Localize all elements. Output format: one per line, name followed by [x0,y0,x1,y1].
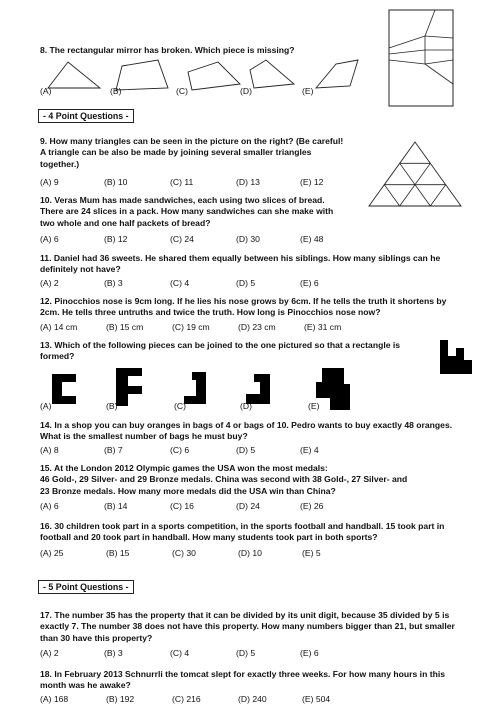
q8-option-b[interactable]: (B) [110,86,122,96]
q13-option-d[interactable]: (D) [240,401,252,411]
q16-text: 16. 30 children took part in a sports competition, in the sports football and handball. 15 took part in football and 20 took part in handball. How many students took part in both sports? [40,521,445,543]
q17-option-a[interactable]: (A) 2 [40,648,59,658]
q10-option-b[interactable]: (B) 12 [104,234,128,244]
q12-option-a[interactable]: (A) 14 cm [40,322,78,332]
q10-options [40,234,323,244]
q12-text: 12. Pinocchios nose is 9cm long. If he lies his nose grows by 6cm. If he tells the truth it shortens by 2cm. He tells three untruths and twice the truth. How long is Pinocchios nose now? [40,296,447,318]
q16-option-e[interactable]: (E) 5 [302,548,321,558]
triangle-figure [365,140,465,210]
q17-option-e[interactable]: (E) 6 [300,648,319,658]
q14-option-c[interactable]: (C) 6 [170,445,190,455]
section-5-heading: - 5 Point Questions - [38,580,134,594]
q18-option-a[interactable]: (A) 168 [40,694,69,704]
q16-option-c[interactable]: (C) 30 [172,548,196,558]
q9-option-d[interactable]: (D) 13 [236,177,260,187]
q9-option-e[interactable]: (E) 12 [300,177,324,187]
q9-text: 9. How many triangles can be seen in the picture on the right? (Be careful! A triangle can be also be made by joining several smaller triangles together.) [40,136,344,169]
q18-text: 18. In February 2013 Schnurrli the tomcat slept for exactly three weeks. For how many hours in this month was he awake? [40,669,445,691]
q13-option-e[interactable]: (E) [308,401,320,411]
q15-option-c[interactable]: (C) 16 [170,501,194,511]
q11-text: 11. Daniel had 36 sweets. He shared them equally between his siblings. How many siblings can he definitely not have? [40,253,441,275]
q12-option-e[interactable]: (E) 31 cm [304,322,342,332]
q13-option-c[interactable]: (C) [174,401,186,411]
q15-option-b[interactable]: (B) 14 [104,501,128,511]
q13-given-piece [440,340,476,376]
q9-option-c[interactable]: (C) 11 [170,177,194,187]
q15-option-d[interactable]: (D) 24 [236,501,260,511]
q12-option-d[interactable]: (D) 23 cm [238,322,276,332]
q17-text: 17. The number 35 has the property that it can be divided by its unit digit, because 35 divided by 5 is exactly 7. The number 38 does not have this property. How many numbers bigger than 21, but smaller than 30 have this property? [40,610,455,643]
q14-option-b[interactable]: (B) 7 [104,445,123,455]
q14-text: 14. In a shop you can buy oranges in bags of 4 or bags of 10. Pedro wants to buy exactly 48 oranges. What is the smallest number of bags he must buy? [40,420,453,442]
q11-option-b[interactable]: (B) 3 [104,278,123,288]
mirror-figure [385,8,455,108]
q8-text: 8. The rectangular mirror has broken. Which piece is missing? [40,45,295,55]
q15-option-a[interactable]: (A) 6 [40,501,59,511]
q16-option-a[interactable]: (A) 25 [40,548,64,558]
q18-option-c[interactable]: (C) 216 [172,694,201,704]
q18-option-e[interactable]: (E) 504 [302,694,331,704]
q8-options [40,86,313,96]
q13-option-b[interactable]: (B) [106,401,118,411]
q10-text: 10. Veras Mum has made sandwiches, each using two slices of bread. There are 24 slices in a pack. How many sandwiches can she make with two whole and one half packets of bread? [40,195,334,228]
q9-options [40,177,323,187]
q17-option-c[interactable]: (C) 4 [170,648,190,658]
q14-option-a[interactable]: (A) 8 [40,445,59,455]
q10-option-c[interactable]: (C) 24 [170,234,194,244]
q12-option-c[interactable]: (C) 19 cm [172,322,210,332]
q11-option-c[interactable]: (C) 4 [170,278,190,288]
q14-option-e[interactable]: (E) 4 [300,445,319,455]
q17-options [40,648,319,658]
q10-option-e[interactable]: (E) 48 [300,234,324,244]
q17-option-b[interactable]: (B) 3 [104,648,123,658]
q10-option-a[interactable]: (A) 6 [40,234,59,244]
q12-options [40,322,341,332]
q9-option-b[interactable]: (B) 10 [104,177,128,187]
q15-options [40,501,323,511]
q8-option-a[interactable]: (A) [40,86,52,96]
q8-option-d[interactable]: (D) [240,86,252,96]
q11-options [40,278,319,288]
q13-text: 13. Which of the following pieces can be joined to the one pictured so that a rectangle is formed? [40,340,401,362]
q13-option-a[interactable]: (A) [40,401,52,411]
q11-option-e[interactable]: (E) 6 [300,278,319,288]
q18-option-b[interactable]: (B) 192 [106,694,135,704]
q10-option-d[interactable]: (D) 30 [236,234,260,244]
q8-option-c[interactable]: (C) [176,86,188,96]
q13-options [40,401,319,411]
q14-options [40,445,319,455]
q15-text: 15. At the London 2012 Olympic games the USA won the most medals: 46 Gold-, 29 Silver- and 29 Bronze medals. China was second with 38 Gold-, 27 Silver- and 23 Bronze medals. How many more medals did the USA win than China? [40,463,408,496]
q11-option-d[interactable]: (D) 5 [236,278,256,288]
section-4-heading: - 4 Point Questions - [38,109,134,123]
q17-option-d[interactable]: (D) 5 [236,648,256,658]
q18-option-d[interactable]: (D) 240 [238,694,267,704]
q9-option-a[interactable]: (A) 9 [40,177,59,187]
q16-option-b[interactable]: (B) 15 [106,548,130,558]
q11-option-a[interactable]: (A) 2 [40,278,59,288]
q12-option-b[interactable]: (B) 15 cm [106,322,144,332]
q14-option-d[interactable]: (D) 5 [236,445,256,455]
q15-option-e[interactable]: (E) 26 [300,501,324,511]
q8-option-e[interactable]: (E) [302,86,314,96]
q16-options [40,548,321,558]
q18-options [40,694,330,704]
q16-option-d[interactable]: (D) 10 [238,548,262,558]
